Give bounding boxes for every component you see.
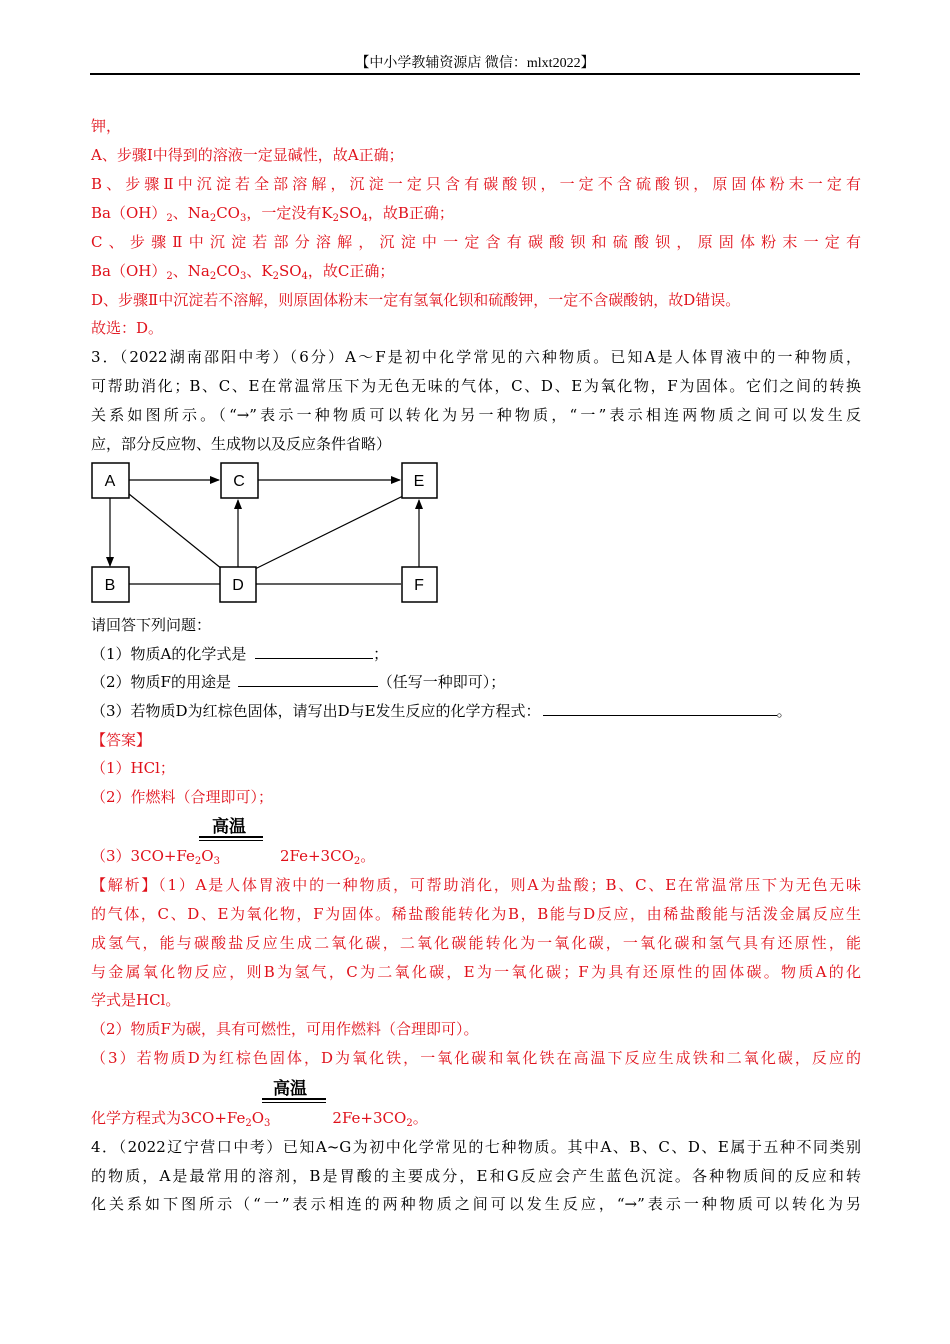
explanation-line: 的气体，C、D、E为氧化物，F为固体。稀盐酸能转化为B，B能与D反应，由稀盐酸能与活泼金属反应生 [91,905,861,923]
question-text: 3．（2022湖南邵阳中考）（6分）A～F是初中化学常见的六种物质。已知A是人体胃液中的一种物质， [91,348,861,366]
sub-question-1 [91,644,388,664]
subscript: 3 [239,213,247,224]
text-line: D、步骤Ⅱ中沉淀若不溶解，则原固体粉末一定有氢氧化钡和硫酸钾，一定不含碳酸钠，故D错误。 [91,291,741,309]
subscript: 2 [353,856,361,867]
node-c-label: C [233,473,245,490]
equation-line [91,846,375,866]
question-text: 应，部分反应物、生成物以及反应条件省略） [91,435,392,453]
text-fragment: 、Na [172,204,210,222]
page-header: 【中小学教辅资源店 微信：mlxt2022】 [355,56,595,71]
subscript: 3 [264,1118,271,1129]
formula-line [91,261,394,281]
sub-question-3 [91,701,792,721]
node-e-label: E [413,473,425,490]
node-b-label: B [104,577,116,594]
subscript: 2 [332,213,339,224]
text-fragment: （1）A是人体胃液中的一种物质，可帮助消化，则A为盐酸；B、C、E在常温常压下为无色无味 [158,876,861,894]
text-fragment: O [251,1109,265,1127]
answer-blank-1[interactable] [255,644,373,659]
node-f-label: F [414,577,424,594]
subscript: 4 [361,213,368,224]
subscript: 2 [209,271,217,282]
condition-bar [199,840,263,841]
text-fragment: 2Fe+3CO [332,1109,407,1127]
text-fragment: Ba（OH） [91,262,167,280]
subscript: 2 [209,213,217,224]
text-fragment: CO [216,204,240,222]
subscript: 2 [166,271,173,282]
question-text: 的物质，A是最常用的溶剂，B是胃酸的主要成分，E和G反应会产生蓝色沉淀。各种物质间的反应和转 [91,1167,861,1185]
text-fragment: （任写一种即可）； [377,673,506,691]
reaction-condition: 高温 [273,1079,307,1099]
text-fragment: O [201,847,214,865]
subscript: 2 [194,856,202,867]
explanation-line: 与金属氧化物反应，则B为氢气，C为二氧化碳，E为一氧化碳；F为具有还原性的固体碳。物质A的化 [91,963,861,981]
subscript: 2 [166,213,173,224]
question-text: 可帮助消化；B、C、E在常温常压下为无色无味的气体，C、D、E为氧化物，F为固体。它们之间的转换 [91,377,861,395]
link-d-e [255,496,403,569]
text-fragment: 。 [360,847,376,865]
condition-bar [262,1098,326,1100]
text-fragment: 。 [412,1109,428,1127]
subscript: 2 [272,271,279,282]
reaction-diagram [88,458,444,608]
text-fragment: ，故C正确； [307,262,395,280]
text-fragment: SO [278,262,302,280]
explanation-line: （2）物质F为碳，具有可燃性，可用作燃料（合理即可）。 [91,1020,479,1038]
reaction-condition: 高温 [212,817,246,837]
text-fragment: SO [338,204,362,222]
text-fragment: CO [216,262,240,280]
text-fragment: ，故B正确； [367,204,454,222]
text-fragment: 、Na [172,262,210,280]
condition-bar [262,1102,326,1103]
text-fragment: （2）物质F的用途是 [91,673,231,691]
subscript: 2 [245,1118,252,1129]
answer-blank-2[interactable] [238,672,378,687]
question-prompt: 请回答下列问题： [91,616,212,634]
text-fragment: ； [373,645,389,663]
text-fragment: 2Fe+3CO [279,847,354,865]
node-a-label: A [104,473,116,490]
text-fragment: （1）物质A的化学式是 [91,645,247,663]
explanation-line: （3）若物质D为红棕色固体，D为氧化铁，一氧化碳和氧化铁在高温下反应生成铁和二氧化碳，反应的 [91,1049,861,1067]
condition-bar [199,836,263,838]
link-a-d [129,494,222,569]
text-line: C、步骤Ⅱ中沉淀若部分溶解，沉淀中一定含有碳酸钡和硫酸钡，原固体粉末一定有 [91,233,861,251]
question-text: 关系如图所示。（“→”表示一种物质可以转化为另一种物质，“一”表示相连两物质之间可以发生反 [91,406,861,424]
explanation-line [91,875,861,895]
subscript: 3 [213,856,220,867]
answer-line: （2）作燃料（合理即可）； [91,788,274,806]
header-rule [90,73,860,75]
text-line: B、步骤Ⅱ中沉淀若全部溶解，沉淀一定只含有碳酸钡，一定不含硫酸钡，原固体粉末一定有 [91,175,861,193]
subscript: 4 [301,271,308,282]
answer-blank-3[interactable] [543,701,777,716]
text-fragment: ，一定没有K [246,204,333,222]
sub-question-2 [91,672,505,692]
text-fragment: Ba（OH） [91,204,167,222]
answer-line: （1）HCl； [91,759,175,777]
text-fragment: （3）若物质D为红棕色固体，请写出D与E发生反应的化学方程式： [91,702,541,720]
subscript: 3 [239,271,247,282]
equation-line [91,1108,428,1128]
question-text: 化关系如下图所示（“一”表示相连的两种物质之间可以发生反应，“→”表示一种物质可以转化为另 [91,1195,861,1213]
text-fragment: 、K [246,262,273,280]
text-line: 故选：D。 [91,319,164,337]
node-d-label: D [232,577,244,594]
text-line: A、步骤Ⅰ中得到的溶液一定显碱性，故A正确； [91,146,404,164]
explanation-line: 成氢气，能与碳酸盐反应生成二氧化碳，二氧化碳能转化为一氧化碳，一氧化碳和氢气具有还原性，能 [91,934,861,952]
subscript: 2 [406,1118,413,1129]
text-fragment: （3）3CO+Fe [91,847,195,865]
explanation-line: 学式是HCl。 [91,991,181,1009]
answer-label: 【答案】 [91,731,152,749]
question-text: 4．（2022辽宁营口中考）已知A~G为初中化学常见的七种物质。其中A、B、C、D、E属于五种不同类别 [91,1138,861,1156]
formula-line [91,203,454,223]
text-line: 钾， [91,117,122,135]
text-fragment: 。 [776,702,792,720]
text-fragment: 化学方程式为3CO+Fe [91,1109,246,1127]
explanation-label: 【解析】 [91,876,159,894]
